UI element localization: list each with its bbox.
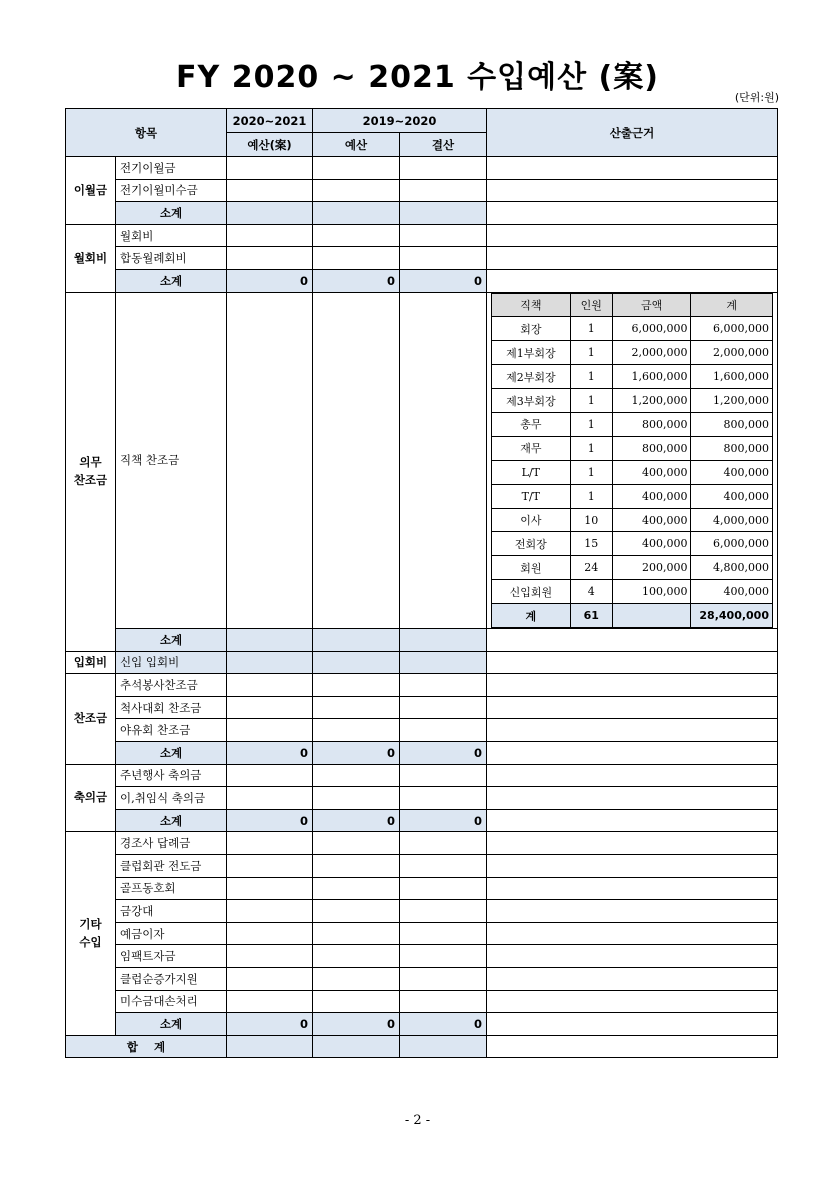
subtotal-label: 소계 — [116, 742, 227, 765]
category-duty-contribution — [66, 292, 116, 651]
cell — [487, 809, 778, 832]
cell — [487, 832, 778, 855]
role-count: 1 — [570, 436, 612, 460]
subtotal-row — [66, 1013, 778, 1036]
role-amount: 200,000 — [612, 556, 691, 580]
subtotal-label: 소계 — [116, 269, 227, 292]
roles-row — [492, 365, 773, 389]
role-amount: 800,000 — [612, 436, 691, 460]
role-name: 이사 — [492, 508, 571, 532]
subtotal-row — [66, 202, 778, 225]
role-name: 총무 — [492, 413, 571, 437]
cell — [487, 719, 778, 742]
item-label: 합동월례회비 — [116, 247, 227, 270]
item-label: 임팩트자금 — [116, 945, 227, 968]
header-budget: 예산 — [313, 133, 400, 157]
role-total: 1,600,000 — [691, 365, 773, 389]
cell — [313, 224, 400, 247]
role-count: 1 — [570, 460, 612, 484]
category-entrance-fee: 입회비 — [66, 651, 116, 674]
roles-row — [492, 460, 773, 484]
cell — [227, 764, 313, 787]
header-fy-current: 2020~2021 — [227, 109, 313, 133]
cell — [400, 832, 487, 855]
table-row — [66, 764, 778, 787]
cell — [487, 990, 778, 1013]
roles-total-row — [492, 604, 773, 628]
table-row — [66, 651, 778, 674]
cell — [487, 224, 778, 247]
cell — [313, 967, 400, 990]
role-amount: 6,000,000 — [612, 317, 691, 341]
role-total: 1,200,000 — [691, 389, 773, 413]
subtotal-row — [66, 809, 778, 832]
cell — [227, 719, 313, 742]
role-amount: 400,000 — [612, 508, 691, 532]
cell — [400, 967, 487, 990]
subtotal-value: 0 — [400, 809, 487, 832]
cell — [227, 651, 313, 674]
roles-total-label: 계 — [492, 604, 571, 628]
cell — [400, 247, 487, 270]
cell — [313, 247, 400, 270]
table-row — [66, 832, 778, 855]
cell — [313, 157, 400, 180]
table-row — [66, 787, 778, 810]
item-label: 클럽순증가지원 — [116, 967, 227, 990]
cell — [487, 922, 778, 945]
subtotal-value: 0 — [227, 809, 313, 832]
cell — [313, 696, 400, 719]
roles-row — [492, 580, 773, 604]
roles-row — [492, 389, 773, 413]
table-row — [66, 247, 778, 270]
cell — [400, 764, 487, 787]
subtotal-value: 0 — [313, 742, 400, 765]
cell — [487, 877, 778, 900]
role-count: 1 — [570, 484, 612, 508]
header-budget-draft: 예산(案) — [227, 133, 313, 157]
item-label: 이,취임식 축의금 — [116, 787, 227, 810]
role-count: 1 — [570, 317, 612, 341]
table-row — [66, 179, 778, 202]
grand-total-label: 합 계 — [66, 1035, 227, 1058]
table-row — [66, 922, 778, 945]
cell — [400, 224, 487, 247]
header-fy-prev: 2019~2020 — [313, 109, 487, 133]
item-label: 금강대 — [116, 900, 227, 923]
role-total: 800,000 — [691, 413, 773, 437]
subtotal-value: 0 — [313, 269, 400, 292]
cell — [487, 742, 778, 765]
cell — [487, 247, 778, 270]
cell — [313, 832, 400, 855]
cell — [400, 157, 487, 180]
category-monthly-fee: 월회비 — [66, 224, 116, 292]
cell — [313, 651, 400, 674]
role-count: 10 — [570, 508, 612, 532]
category-carryover: 이월금 — [66, 157, 116, 225]
cell — [227, 1035, 313, 1058]
cell — [313, 179, 400, 202]
subtotal-value: 0 — [313, 1013, 400, 1036]
item-label: 신입 입회비 — [116, 651, 227, 674]
role-total: 400,000 — [691, 460, 773, 484]
cell — [227, 854, 313, 877]
role-total: 4,000,000 — [691, 508, 773, 532]
cell — [227, 247, 313, 270]
subtotal-label: 소계 — [116, 629, 227, 652]
cell — [487, 651, 778, 674]
table-row — [66, 900, 778, 923]
item-label: 주년행사 축의금 — [116, 764, 227, 787]
cell — [400, 292, 487, 628]
role-name: L/T — [492, 460, 571, 484]
role-name: 제3부회장 — [492, 389, 571, 413]
cell — [400, 719, 487, 742]
category-line: 찬조금 — [73, 472, 108, 487]
role-count: 1 — [570, 389, 612, 413]
role-total: 6,000,000 — [691, 532, 773, 556]
role-amount: 400,000 — [612, 484, 691, 508]
cell — [487, 202, 778, 225]
cell — [400, 179, 487, 202]
subtotal-value: 0 — [227, 269, 313, 292]
roles-row — [492, 413, 773, 437]
role-count: 1 — [570, 413, 612, 437]
cell — [227, 922, 313, 945]
roles-header-cell: 직책 — [492, 293, 571, 317]
item-label: 전기이월미수금 — [116, 179, 227, 202]
cell — [313, 1035, 400, 1058]
subtotal-value: 0 — [227, 742, 313, 765]
roles-header-cell: 금액 — [612, 293, 691, 317]
cell — [400, 990, 487, 1013]
cell — [313, 674, 400, 697]
item-label: 직책 찬조금 — [116, 292, 227, 628]
subtotal-value — [313, 629, 400, 652]
cell — [227, 945, 313, 968]
role-count: 4 — [570, 580, 612, 604]
subtotal-label: 소계 — [116, 202, 227, 225]
header-settlement: 결산 — [400, 133, 487, 157]
role-count: 15 — [570, 532, 612, 556]
page-title: FY 2020 ~ 2021 수입예산 (案) — [176, 60, 659, 95]
cell — [400, 787, 487, 810]
cell — [313, 900, 400, 923]
roles-header — [492, 293, 773, 317]
subtotal-label: 소계 — [116, 1013, 227, 1036]
table-row — [66, 877, 778, 900]
header-item: 항목 — [66, 109, 227, 157]
role-name: 신입회원 — [492, 580, 571, 604]
role-count: 1 — [570, 365, 612, 389]
item-label: 추석봉사찬조금 — [116, 674, 227, 697]
cell — [400, 696, 487, 719]
role-total: 6,000,000 — [691, 317, 773, 341]
category-line: 수입 — [79, 934, 102, 949]
cell — [487, 696, 778, 719]
roles-row — [492, 341, 773, 365]
subtotal-value — [227, 202, 313, 225]
role-total: 800,000 — [691, 436, 773, 460]
roles-total-sum: 28,400,000 — [691, 604, 773, 628]
cell — [400, 651, 487, 674]
role-total: 2,000,000 — [691, 341, 773, 365]
cell — [400, 900, 487, 923]
roles-total-count: 61 — [570, 604, 612, 628]
role-count: 1 — [570, 341, 612, 365]
cell — [487, 157, 778, 180]
cell — [313, 292, 400, 628]
calc-basis-cell — [487, 292, 778, 628]
item-label: 클럽회관 전도금 — [116, 854, 227, 877]
role-amount: 800,000 — [612, 413, 691, 437]
header-basis: 산출근거 — [487, 109, 778, 157]
roles-row — [492, 508, 773, 532]
item-label: 전기이월금 — [116, 157, 227, 180]
item-label: 미수금대손처리 — [116, 990, 227, 1013]
roles-header-cell: 인원 — [570, 293, 612, 317]
role-amount: 1,600,000 — [612, 365, 691, 389]
role-amount: 400,000 — [612, 460, 691, 484]
cell — [313, 990, 400, 1013]
role-name: 재무 — [492, 436, 571, 460]
cell — [227, 787, 313, 810]
subtotal-label: 소계 — [116, 809, 227, 832]
roles-row — [492, 532, 773, 556]
cell — [227, 157, 313, 180]
roles-row — [492, 317, 773, 341]
category-other-income — [66, 832, 116, 1035]
roles-row — [492, 556, 773, 580]
role-name: T/T — [492, 484, 571, 508]
table-row — [66, 854, 778, 877]
category-line: 기타 — [79, 917, 102, 932]
cell — [487, 629, 778, 652]
cell — [227, 674, 313, 697]
roles-table — [491, 293, 773, 628]
role-total: 400,000 — [691, 580, 773, 604]
table-row — [66, 967, 778, 990]
subtotal-value: 0 — [400, 269, 487, 292]
role-amount: 100,000 — [612, 580, 691, 604]
cell — [227, 877, 313, 900]
cell — [313, 787, 400, 810]
table-row — [66, 945, 778, 968]
role-name: 회장 — [492, 317, 571, 341]
cell — [313, 854, 400, 877]
cell — [227, 967, 313, 990]
subtotal-row — [66, 742, 778, 765]
item-label: 야유회 찬조금 — [116, 719, 227, 742]
budget-table — [65, 108, 778, 1058]
cell — [487, 787, 778, 810]
cell — [487, 269, 778, 292]
table-row — [66, 990, 778, 1013]
item-label: 척사대회 찬조금 — [116, 696, 227, 719]
category-congratulations: 축의금 — [66, 764, 116, 832]
subtotal-value — [400, 202, 487, 225]
role-amount: 2,000,000 — [612, 341, 691, 365]
role-total: 4,800,000 — [691, 556, 773, 580]
role-name: 제1부회장 — [492, 341, 571, 365]
roles-row — [492, 484, 773, 508]
item-label: 골프동호회 — [116, 877, 227, 900]
subtotal-value: 0 — [400, 742, 487, 765]
unit-label: (단위:원) — [734, 91, 779, 104]
category-line: 의무 — [79, 455, 102, 470]
subtotal-value — [313, 202, 400, 225]
cell — [227, 179, 313, 202]
role-amount: 1,200,000 — [612, 389, 691, 413]
item-label: 예금이자 — [116, 922, 227, 945]
item-label: 경조사 답례금 — [116, 832, 227, 855]
cell — [487, 967, 778, 990]
table-row — [66, 696, 778, 719]
subtotal-value — [400, 629, 487, 652]
category-sponsorship: 찬조금 — [66, 674, 116, 764]
cell — [400, 877, 487, 900]
cell — [487, 179, 778, 202]
table-row — [66, 224, 778, 247]
cell — [313, 764, 400, 787]
role-amount: 400,000 — [612, 532, 691, 556]
cell — [227, 696, 313, 719]
grand-total-row — [66, 1035, 778, 1058]
subtotal-row — [66, 269, 778, 292]
cell — [487, 854, 778, 877]
subtotal-value — [227, 629, 313, 652]
item-label: 월회비 — [116, 224, 227, 247]
cell — [487, 674, 778, 697]
role-name: 회원 — [492, 556, 571, 580]
cell — [487, 1013, 778, 1036]
subtotal-value: 0 — [313, 809, 400, 832]
cell — [313, 877, 400, 900]
cell — [227, 900, 313, 923]
table-row — [66, 719, 778, 742]
table-row — [66, 674, 778, 697]
page-number: - 2 - — [404, 1113, 431, 1128]
subtotal-value: 0 — [227, 1013, 313, 1036]
role-name: 전회장 — [492, 532, 571, 556]
role-count: 24 — [570, 556, 612, 580]
cell — [487, 1035, 778, 1058]
cell — [227, 224, 313, 247]
cell — [313, 922, 400, 945]
cell — [313, 719, 400, 742]
cell — [400, 1035, 487, 1058]
roles-header-cell: 계 — [691, 293, 773, 317]
cell — [227, 292, 313, 628]
roles-row — [492, 436, 773, 460]
cell — [487, 764, 778, 787]
roles-total-amount — [612, 604, 691, 628]
cell — [487, 900, 778, 923]
cell — [313, 945, 400, 968]
subtotal-value: 0 — [400, 1013, 487, 1036]
role-name: 제2부회장 — [492, 365, 571, 389]
table-row — [66, 157, 778, 180]
cell — [400, 674, 487, 697]
cell — [487, 945, 778, 968]
cell — [400, 922, 487, 945]
role-total: 400,000 — [691, 484, 773, 508]
subtotal-row — [66, 629, 778, 652]
cell — [227, 990, 313, 1013]
cell — [400, 854, 487, 877]
cell — [400, 945, 487, 968]
table-row — [66, 292, 778, 628]
cell — [227, 832, 313, 855]
